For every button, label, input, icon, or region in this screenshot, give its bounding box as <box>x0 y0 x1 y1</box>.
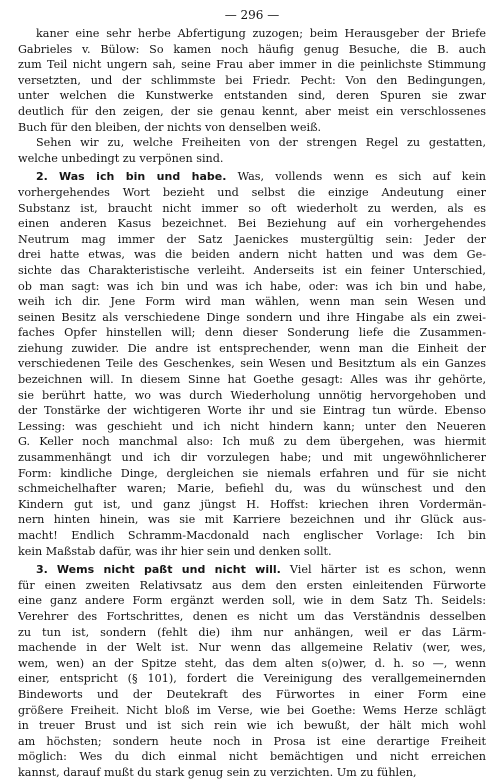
text-line: G. Keller noch manchmal also: Ich muß zu dem übergehen, was hiermit <box>18 435 486 449</box>
text-line: Form: kindliche Dinge, dergleichen sie niemals erfahren und für sie nicht <box>18 466 486 480</box>
text-line: Bindeworts und der Deutekraft des Fürwortes in einer Form eine <box>18 687 486 701</box>
paragraph <box>18 166 486 559</box>
text-line: kaner eine sehr herbe Abfertigung zuzogen; beim Herausgeber der Briefe <box>36 27 486 40</box>
text-line: Verehrer des Fortschrittes, denen es nicht um das Verständnis desselben <box>18 609 486 623</box>
section-heading-line <box>18 562 486 578</box>
text-line: schmeichelhafter waren; Marie, befiehl du, was du wünschest und den <box>18 482 486 496</box>
page-number: — 296 — <box>224 8 280 22</box>
text-line: Kindern gut ist, und ganz jüngst H. Hoffst: kriechen ihren Vordermän- <box>18 497 486 511</box>
text-line: zusammenhängt und ich dir vorzulegen habe; und mit ungewöhnlicherer <box>18 451 486 465</box>
section-number: 3. <box>36 563 48 577</box>
paragraph <box>18 559 486 780</box>
text-line: Gabrieles v. Bülow: So kamen noch häufig genug Besuche, die B. auch <box>18 42 486 56</box>
paragraph <box>18 26 486 135</box>
text-line: eine ganz andere Form ergänzt werden soll, wie in dem Satz Th. Seidels: <box>18 594 486 608</box>
text-line: vorhergehendes Wort bezieht und selbst die einzige Andeutung einer <box>18 185 486 199</box>
text-line: verschiedenen Teile des Geschenkes, sein Wesen und Besitztum als ein Ganzes <box>18 357 486 371</box>
text-line: in treuer Brust und ist sich rein wie ich bewußt, der hält mich wohl <box>18 719 486 733</box>
text-line: kannst, darauf mußt du stark genug sein zu verzichten. Um zu fühlen, <box>18 765 417 779</box>
text-line: sichte das Charakteristische verleiht. Anderseits ist ein feiner Unterschied, <box>18 263 486 277</box>
text-line: macht! Endlich Schramm-Macdonald nach englischer Vorlage: Ich bin <box>18 529 486 542</box>
text-line: für einen zweiten Relativsatz aus dem den ersten einleitenden Fürworte <box>18 578 486 592</box>
text-line: der Tonstärke der wichtigeren Worte ihr und sie Eintrag tun würde. Ebenso <box>18 404 486 418</box>
text-line: machende in der Welt ist. Nur wenn das allgemeine Relativ (wer, wes, <box>18 641 486 655</box>
text-line: seinen Besitz als verschiedene Dinge sondern und ihre Hingabe als ein zwei- <box>18 310 486 324</box>
section-number: 2. <box>36 170 48 184</box>
text-line: drei hatte etwas, was die beiden andern nicht hatten und was dem Ge- <box>18 248 486 262</box>
text-line: bezeichnen will. In diesem Sinne hat Goethe gesagt: Alles was ihr gehörte, <box>18 373 486 387</box>
section-title: Was ich bin und habe. <box>59 170 227 184</box>
body-text <box>18 26 486 781</box>
text-line: Was, vollends wenn es sich auf kein <box>237 170 486 184</box>
text-line: sie berührt hatte, wo was durch Wiederholung unnötig hervorgehoben und <box>18 388 486 402</box>
text-line: Neutrum mag immer der Satz Jaenickes mustergültig sein: Jeder der <box>18 232 486 246</box>
text-line: welche unbedingt zu verpönen sind. <box>18 151 224 165</box>
text-line: nern hinten hinein, was sie mit Karriere bezeichnen und ihr Glück aus- <box>18 513 486 527</box>
text-line: zu tun ist, sondern (fehlt die) ihm nur anhängen, weil er das Lärm- <box>18 625 486 639</box>
text-line: Buch für den bleiben, der nichts von denselben weiß. <box>18 120 322 134</box>
text-line: unter welchen die Kunstwerke entstanden sind, deren Spuren sie zwar <box>18 89 486 103</box>
paragraph <box>18 135 486 166</box>
text-line: einen anderen Kasus bezeichnet. Bei Beziehung auf ein vorhergehendes <box>18 217 486 231</box>
section-title: Wems nicht paßt und nicht will. <box>56 563 281 577</box>
text-line: weih ich dir. Jene Form wird man wählen, wenn man sein Wesen und <box>18 295 486 309</box>
text-line: Sehen wir zu, welche Freiheiten von der strengen Regel zu gestatten, <box>36 136 486 150</box>
section-heading-line <box>18 169 486 185</box>
text-line: deutlich für den zeigen, der sie genau kennt, aber meist ein verschlossenes <box>18 104 486 118</box>
text-line: wem, wen) an der Spitze steht, das dem alten s(o)wer, d. h. so —, wenn <box>18 656 486 670</box>
text-line: zum Teil nicht ungern sah, seine Frau aber immer in die peinlichste Stimmung <box>18 58 486 72</box>
text-line: Viel härter ist es schon, wenn <box>289 563 486 577</box>
text-line: einer, entspricht (§ 101), fordert die Vereinigung des verallgemeinernden <box>18 672 486 686</box>
text-line: ob man sagt: was ich bin und was ich habe, oder: was ich bin und habe, <box>18 279 486 293</box>
text-line: am höchsten; sondern heute noch in Prosa ist eine derartige Freiheit <box>18 734 486 748</box>
text-line: möglich: Wes du dich einmal nicht bemächtigen und nicht erreichen <box>18 750 486 764</box>
text-line: ziehung zuwider. Die andre ist entsprechender, wenn man die Einheit der <box>18 341 486 355</box>
text-line: kein Maßstab dafür, was ihr hier sein und denken sollt. <box>18 544 332 558</box>
text-line: versetzten, und der schlimmste bei Friedr. Pecht: Von den Bedingungen, <box>18 73 486 87</box>
text-line: Lessing: was geschieht und ich nicht hindern kann; unter den Neueren <box>18 419 486 433</box>
text-line: Substanz ist, braucht nicht immer so oft wiederholt zu werden, als es <box>18 201 486 215</box>
text-line: faches Opfer hinstellen will; denn dieser Sonderung liefe die Zusammen- <box>18 326 486 340</box>
text-line: größere Freiheit. Nicht bloß im Verse, wie bei Goethe: Wems Herze schlägt <box>18 703 486 717</box>
